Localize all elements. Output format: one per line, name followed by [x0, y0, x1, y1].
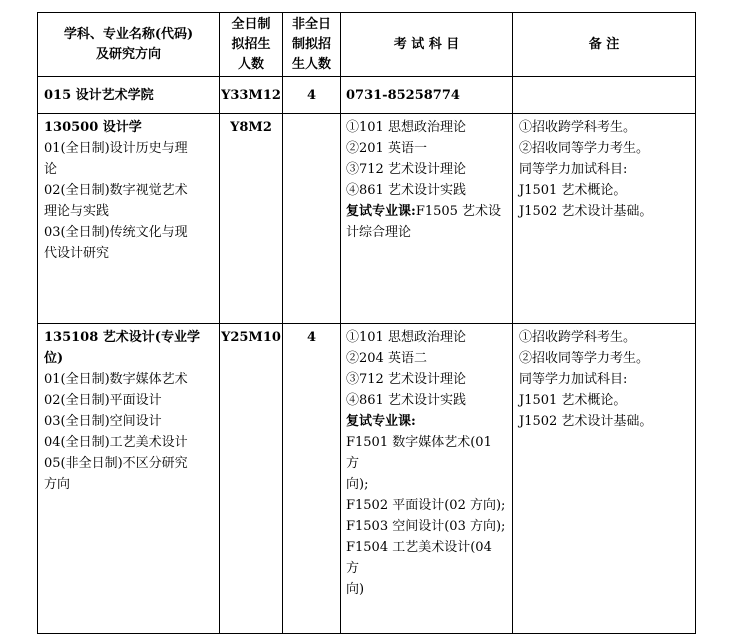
admissions-table [37, 12, 696, 634]
college-row [38, 77, 696, 114]
program1-direction: 代设计研究 [44, 246, 110, 261]
retest-item: F1504 工艺美术设计(04 方 [346, 540, 496, 576]
note-item: J1502 艺术设计基础。 [519, 204, 653, 219]
exam-item: ③712 艺术设计理论 [346, 372, 466, 387]
header-notes [513, 13, 696, 77]
note-item: 同等学力加试科目: [519, 162, 628, 177]
program1-notes [513, 114, 696, 324]
exam-item: ②201 英语一 [346, 141, 427, 156]
header-exams-label: 考 试 科 目 [393, 36, 460, 52]
program2-title-cont: 位) [44, 351, 64, 366]
college-notes [513, 77, 696, 114]
program2-direction: 05(非全日制)不区分研究 [44, 456, 188, 471]
note-item: ①招收跨学科考生。 [519, 330, 637, 345]
retest-text: F1505 艺术设 [415, 204, 502, 219]
program2-direction: 方向 [44, 477, 71, 492]
program1-major [38, 114, 220, 324]
note-item: ①招收跨学科考生。 [519, 120, 637, 135]
program1-direction: 01(全日制)设计历史与理 [44, 141, 188, 156]
program2-exams [341, 324, 513, 634]
program2-fulltime: Y25M10 [220, 324, 283, 634]
program1-direction: 03(全日制)传统文化与现 [44, 225, 188, 240]
header-row [38, 13, 696, 77]
college-parttime: 4 [283, 77, 341, 114]
college-name: 015 设计艺术学院 [38, 77, 220, 114]
program1-parttime [283, 114, 341, 324]
program2-parttime: 4 [283, 324, 341, 634]
retest-item: F1503 空间设计(03 方向); [346, 519, 506, 534]
header-parttime-label: 非全日 制拟招 生人数 [291, 16, 331, 72]
exam-item: ②204 英语二 [346, 351, 427, 366]
program2-major [38, 324, 220, 634]
program-row [38, 324, 696, 634]
header-fulltime [220, 13, 283, 77]
note-item: J1501 艺术概论。 [519, 393, 627, 408]
retest-item: 向); [346, 477, 369, 492]
program2-notes [513, 324, 696, 634]
note-item: 同等学力加试科目: [519, 372, 628, 387]
header-fulltime-label: 全日制 拟招生 人数 [231, 16, 271, 72]
header-parttime [283, 13, 341, 77]
retest-item: 向) [346, 582, 365, 597]
program2-title: 135108 艺术设计(专业学 [44, 330, 200, 345]
exam-item: ③712 艺术设计理论 [346, 162, 466, 177]
header-major-label: 学科、专业名称(代码) 及研究方向 [63, 26, 194, 62]
program1-direction: 论 [44, 162, 58, 177]
college-phone: 0731-85258774 [341, 77, 513, 114]
header-major [38, 13, 220, 77]
retest-item: F1501 数字媒体艺术(01 方 [346, 435, 496, 471]
header-exams [341, 13, 513, 77]
program1-direction: 理论与实践 [44, 204, 110, 219]
retest-item: F1502 平面设计(02 方向); [346, 498, 506, 513]
program1-direction: 02(全日制)数字视觉艺术 [44, 183, 188, 198]
program-row [38, 114, 696, 324]
program2-direction: 04(全日制)工艺美术设计 [44, 435, 188, 450]
note-item: ②招收同等学力考生。 [519, 141, 650, 156]
program1-fulltime: Y8M2 [220, 114, 283, 324]
exam-item: ④861 艺术设计实践 [346, 183, 466, 198]
exam-item: ①101 思想政治理论 [346, 120, 466, 135]
note-item: J1502 艺术设计基础。 [519, 414, 653, 429]
program1-exams [341, 114, 513, 324]
program1-title: 130500 设计学 [44, 120, 142, 135]
retest-label: 复试专业课: [346, 204, 416, 219]
exam-item: ④861 艺术设计实践 [346, 393, 466, 408]
note-item: ②招收同等学力考生。 [519, 351, 650, 366]
note-item: J1501 艺术概论。 [519, 183, 627, 198]
header-notes-label: 备 注 [588, 36, 620, 52]
program2-direction: 02(全日制)平面设计 [44, 393, 162, 408]
college-fulltime: Y33M12 [220, 77, 283, 114]
program2-direction: 03(全日制)空间设计 [44, 414, 162, 429]
retest-text-cont: 计综合理论 [346, 225, 412, 240]
program2-direction: 01(全日制)数字媒体艺术 [44, 372, 188, 387]
exam-item: ①101 思想政治理论 [346, 330, 466, 345]
retest-label: 复试专业课: [346, 414, 416, 429]
